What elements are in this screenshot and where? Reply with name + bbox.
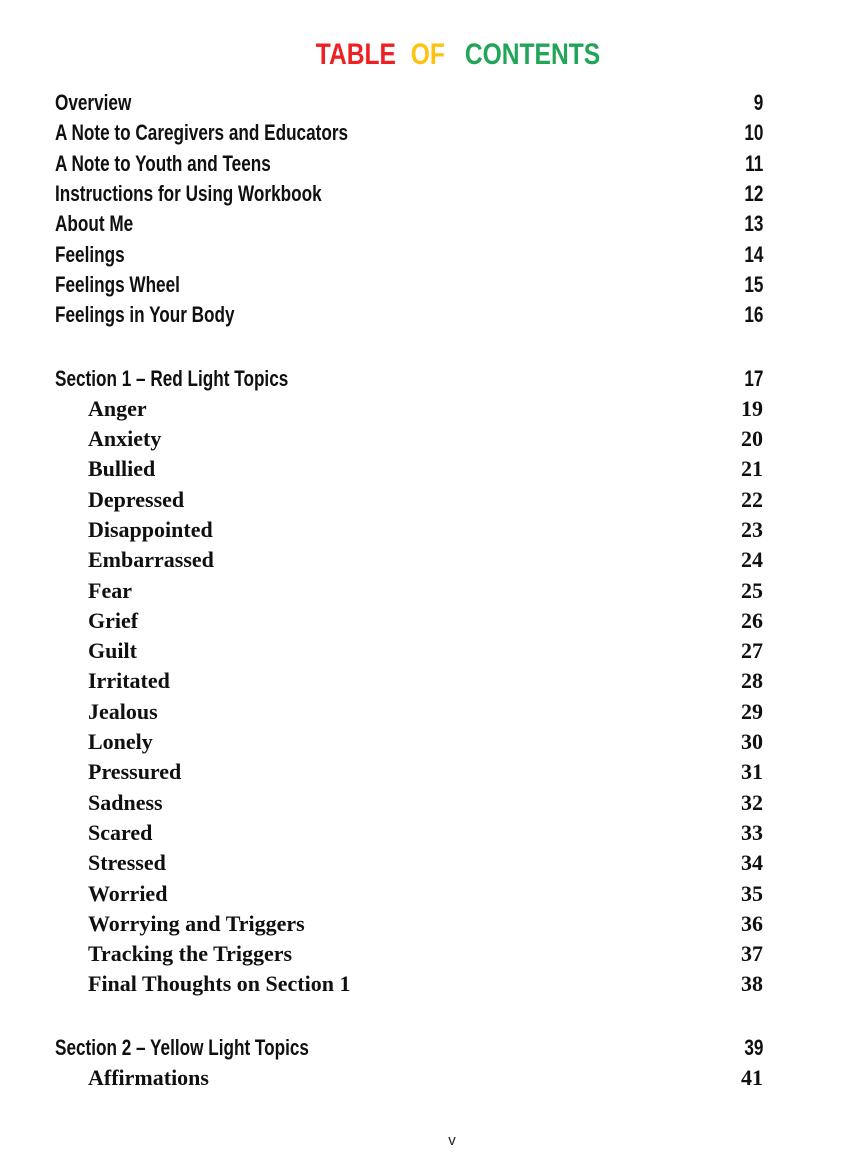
toc-entry-label: Worrying and Triggers: [88, 910, 305, 936]
toc-row: [0, 666, 852, 696]
toc-entry-label: Tracking the Triggers: [88, 941, 293, 967]
toc-entry-page: 11: [744, 150, 763, 176]
toc-entry-label: Anxiety: [88, 426, 162, 452]
toc-entry-label: Jealous: [88, 698, 158, 724]
toc-entry-page: 27: [741, 638, 763, 664]
toc-row: [0, 209, 852, 239]
toc-row: [0, 757, 852, 787]
toc-entry-page: 31: [741, 759, 763, 785]
toc-row: [0, 88, 852, 118]
toc-entry-label: Overview: [55, 90, 132, 116]
toc-entry-page: 10: [743, 120, 763, 146]
toc-entry-page: 14: [743, 241, 763, 267]
toc-row: [0, 363, 852, 393]
toc-entry-label: Disappointed: [88, 517, 213, 542]
toc-row: [0, 270, 852, 300]
toc-entry-label: Irritated: [88, 668, 170, 694]
toc-entry-page: 16: [743, 302, 763, 328]
page-title: [0, 38, 852, 70]
page-footer: [0, 1132, 852, 1150]
toc-row: [0, 788, 852, 818]
toc-entry-label: Feelings: [55, 241, 125, 267]
toc-row: [0, 424, 852, 454]
toc-row: [0, 697, 852, 727]
toc-entry-label: Final Thoughts on Section 1: [88, 971, 351, 997]
toc-entry-page: 9: [753, 90, 763, 116]
toc-entry-label: A Note to Youth and Teens: [55, 150, 271, 176]
toc-entry-page: 34: [741, 850, 763, 876]
toc-row: [0, 939, 852, 969]
toc-entry-page: 13: [743, 211, 763, 237]
toc-entry-label: Depressed: [88, 486, 185, 512]
toc-entry-label: About Me: [55, 211, 134, 237]
toc-entry-label: Bullied: [88, 456, 156, 482]
toc-entry-page: 32: [741, 789, 763, 815]
toc-entry-label: Feelings in Your Body: [55, 302, 235, 328]
toc-row: [0, 1033, 852, 1063]
title-word: OF: [410, 38, 445, 71]
toc-entry-label: Instructions for Using Workbook: [55, 181, 322, 207]
toc-entry-page: 33: [741, 819, 763, 845]
toc-group: [0, 1033, 852, 1094]
toc-row: [0, 179, 852, 209]
toc-row: [0, 300, 852, 330]
toc-row: [0, 909, 852, 939]
toc-entry-page: 30: [741, 729, 763, 755]
toc-entry-page: 17: [743, 365, 763, 391]
toc-row: [0, 848, 852, 878]
toc-entry-page: 36: [741, 910, 763, 936]
toc-entry-label: Feelings Wheel: [55, 271, 180, 297]
toc: [0, 88, 852, 1126]
toc-group: [0, 88, 852, 330]
toc-entry-label: Fear: [88, 577, 132, 603]
toc-row: [0, 818, 852, 848]
toc-entry-page: 15: [743, 271, 763, 297]
toc-entry-page: 21: [741, 456, 763, 482]
toc-entry-page: 41: [741, 1065, 763, 1091]
toc-entry-page: 23: [741, 517, 763, 542]
toc-row: [0, 545, 852, 575]
toc-row: [0, 454, 852, 484]
toc-entry-label: Scared: [88, 819, 153, 845]
toc-entry-label: Stressed: [88, 850, 166, 876]
toc-row: [0, 878, 852, 908]
toc-entry-label: Section 1 – Red Light Topics: [55, 365, 289, 391]
toc-entry-label: Embarrassed: [88, 547, 214, 573]
toc-row: [0, 727, 852, 757]
toc-entry-label: Section 2 – Yellow Light Topics: [55, 1034, 309, 1060]
toc-row: [0, 636, 852, 666]
toc-entry-page: 24: [741, 547, 763, 573]
title-word: TABLE: [315, 38, 396, 71]
toc-entry-label: Anger: [88, 395, 147, 421]
footer-page-number: v: [448, 1132, 456, 1149]
toc-row: [0, 1063, 852, 1093]
toc-entry-page: 26: [741, 607, 763, 633]
toc-entry-label: Affirmations: [88, 1065, 209, 1091]
toc-entry-label: A Note to Caregivers and Educators: [55, 120, 349, 146]
toc-entry-label: Pressured: [88, 759, 182, 785]
toc-entry-label: Worried: [88, 880, 168, 906]
toc-row: [0, 239, 852, 269]
toc-entry-page: 19: [741, 395, 763, 421]
toc-entry-label: Lonely: [88, 729, 153, 755]
toc-entry-page: 38: [741, 971, 763, 997]
toc-entry-label: Sadness: [88, 789, 163, 815]
title-word: CONTENTS: [465, 38, 601, 71]
toc-row: [0, 515, 852, 545]
toc-row: [0, 575, 852, 605]
toc-entry-page: 29: [741, 698, 763, 724]
toc-entry-page: 28: [741, 668, 763, 694]
toc-row: [0, 969, 852, 999]
toc-entry-page: 12: [743, 181, 763, 207]
toc-row: [0, 485, 852, 515]
toc-entry-page: 37: [741, 941, 763, 967]
toc-row: [0, 118, 852, 148]
page-title-words: [306, 38, 616, 72]
toc-entry-page: 20: [741, 426, 763, 452]
toc-row: [0, 149, 852, 179]
toc-entry-label: Guilt: [88, 638, 137, 664]
toc-row: [0, 394, 852, 424]
toc-row: [0, 606, 852, 636]
toc-entry-page: 22: [741, 486, 763, 512]
toc-entry-page: 25: [741, 577, 763, 603]
toc-entry-label: Grief: [88, 607, 139, 633]
toc-entry-page: 39: [743, 1034, 763, 1060]
toc-group: [0, 363, 852, 999]
toc-entry-page: 35: [741, 880, 763, 906]
